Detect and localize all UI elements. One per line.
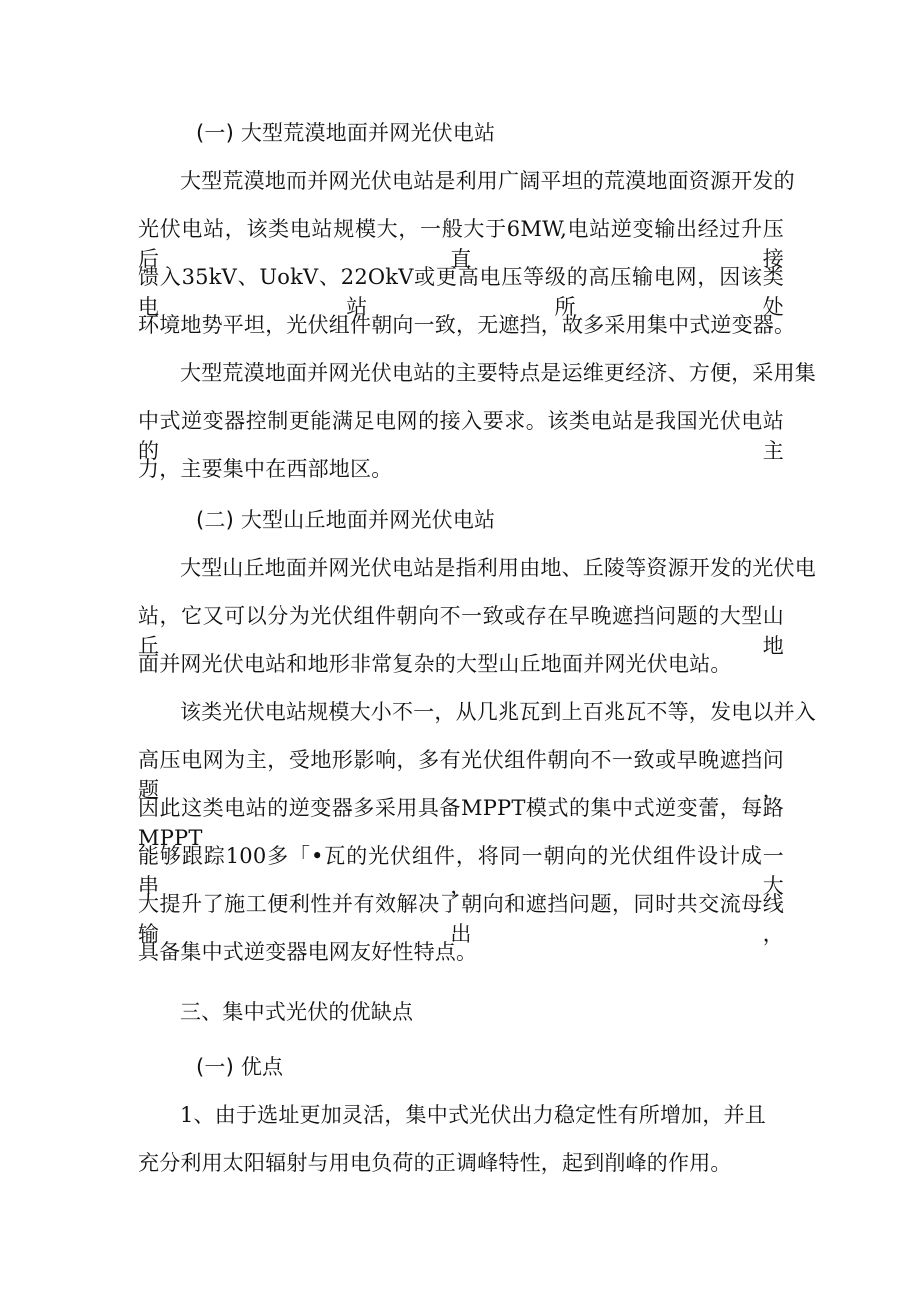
s2-p2-line-6: 具备集中式逆变器电网友好性特点。 [138,940,478,964]
s1-p2-line-1: 大型荒漠地面并网光伏电站的主要特点是运维更经济、方便，采用集 [180,361,816,385]
section-3-heading: 三、集中式光伏的优缺点 [180,1000,414,1024]
s2-p1-line-1: 大型山丘地面并网光伏电站是指利用由地、丘陵等资源开发的光伏电 [180,556,816,580]
s2-p2-line-2: 高压电网为主，受地形影响，多有光伏组件朝向不一致或早晚遮挡问题， [138,748,784,802]
s2-p2-line-3: 因此这类电站的逆变器多采用具备MPPT模式的集中式逆变蕾，每路MPPT [138,796,784,850]
s1-p1-line-1: 大型荒漠地而并网光伏电站是利用广阔平坦的荒漠地面资源开发的 [180,169,795,193]
s3-p1-line-2: 充分利用太阳辐射与用电负荷的正调峰特性，起到削峰的作用。 [138,1151,732,1175]
s2-p2-line-5: 大提升了施工便利性并有效解决了朝向和遮挡问题，同时共交流母线输出， [138,892,784,946]
section-1-heading: (一) 大型荒漠地面并网光伏电站 [196,121,496,145]
s1-p1-line-4: 环境地势平坦，光伏组件朝向一致，无遮挡，故多采用集中式逆变器。 [138,313,796,337]
s1-p2-line-3: 力，主要集中在西部地区。 [138,457,393,481]
s1-p2-line-2: 中式逆变器控制更能满足电网的接入要求。该类电站是我国光伏电站的主 [138,409,784,463]
s2-p1-line-3: 面并网光伏电站和地形非常复杂的大型山丘地面并网光伏电站。 [138,652,732,676]
s1-p1-line-2: 光伏电站，该类电站规模大，一般大于6MW,电站逆变输出经过升压后直接 [138,217,784,271]
s2-p2-line-1: 该类光伏电站规模大小不一，从几兆瓦到上百兆瓦不等，发电以并入 [180,700,816,724]
s2-p1-line-2: 站，它又可以分为光伏组件朝向不一致或存在早晚遮挡问题的大型山丘地 [138,604,784,658]
section-3-subheading: (一) 优点 [196,1055,284,1079]
s2-p2-line-4: 能够跟踪100多「•瓦的光伏组件，将同一朝向的光伏组件设计成一串，大 [138,844,784,898]
s1-p1-line-3: 馈入35kV、UokV、22OkV或更高电压等级的高压输电网，因该类电站所处 [138,265,784,319]
s3-p1-line-1: 1、由于选址更加灵活，集中式光伏出力稳定性有所增加，并且 [180,1103,766,1127]
section-2-heading: (二) 大型山丘地面并网光伏电站 [196,508,496,532]
